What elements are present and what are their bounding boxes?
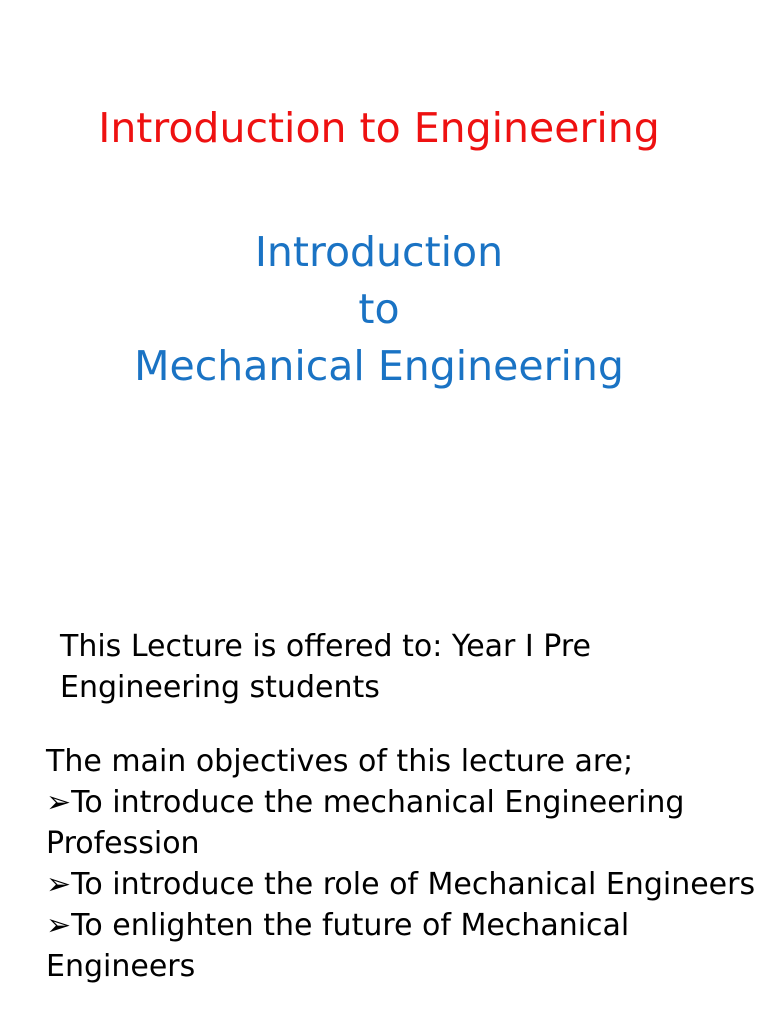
objective-text: To enlighten the future of Mechanical Engineers — [46, 908, 630, 984]
objective-text: To introduce the role of Mechanical Engineers — [71, 867, 756, 902]
objectives-list — [46, 782, 756, 987]
objective-item — [46, 905, 756, 987]
slide-title: Introduction to Engineering — [98, 104, 660, 152]
arrow-bullet-icon: ➢ — [46, 908, 72, 943]
objectives-intro: The main objectives of this lecture are; — [46, 744, 634, 779]
slide-subtitle — [0, 224, 758, 395]
audience-text: This Lecture is offered to: Year I Pre Engineering students — [60, 629, 592, 705]
subtitle-line-2: to — [358, 285, 400, 333]
objectives-block — [46, 741, 756, 987]
objective-item — [46, 864, 756, 905]
objective-text: To introduce the mechanical Engineering Profession — [46, 785, 685, 861]
arrow-bullet-icon: ➢ — [46, 785, 72, 820]
subtitle-line-3: Mechanical Engineering — [134, 342, 624, 390]
arrow-bullet-icon: ➢ — [46, 867, 72, 902]
objective-item — [46, 782, 756, 864]
subtitle-line-1: Introduction — [254, 228, 504, 276]
